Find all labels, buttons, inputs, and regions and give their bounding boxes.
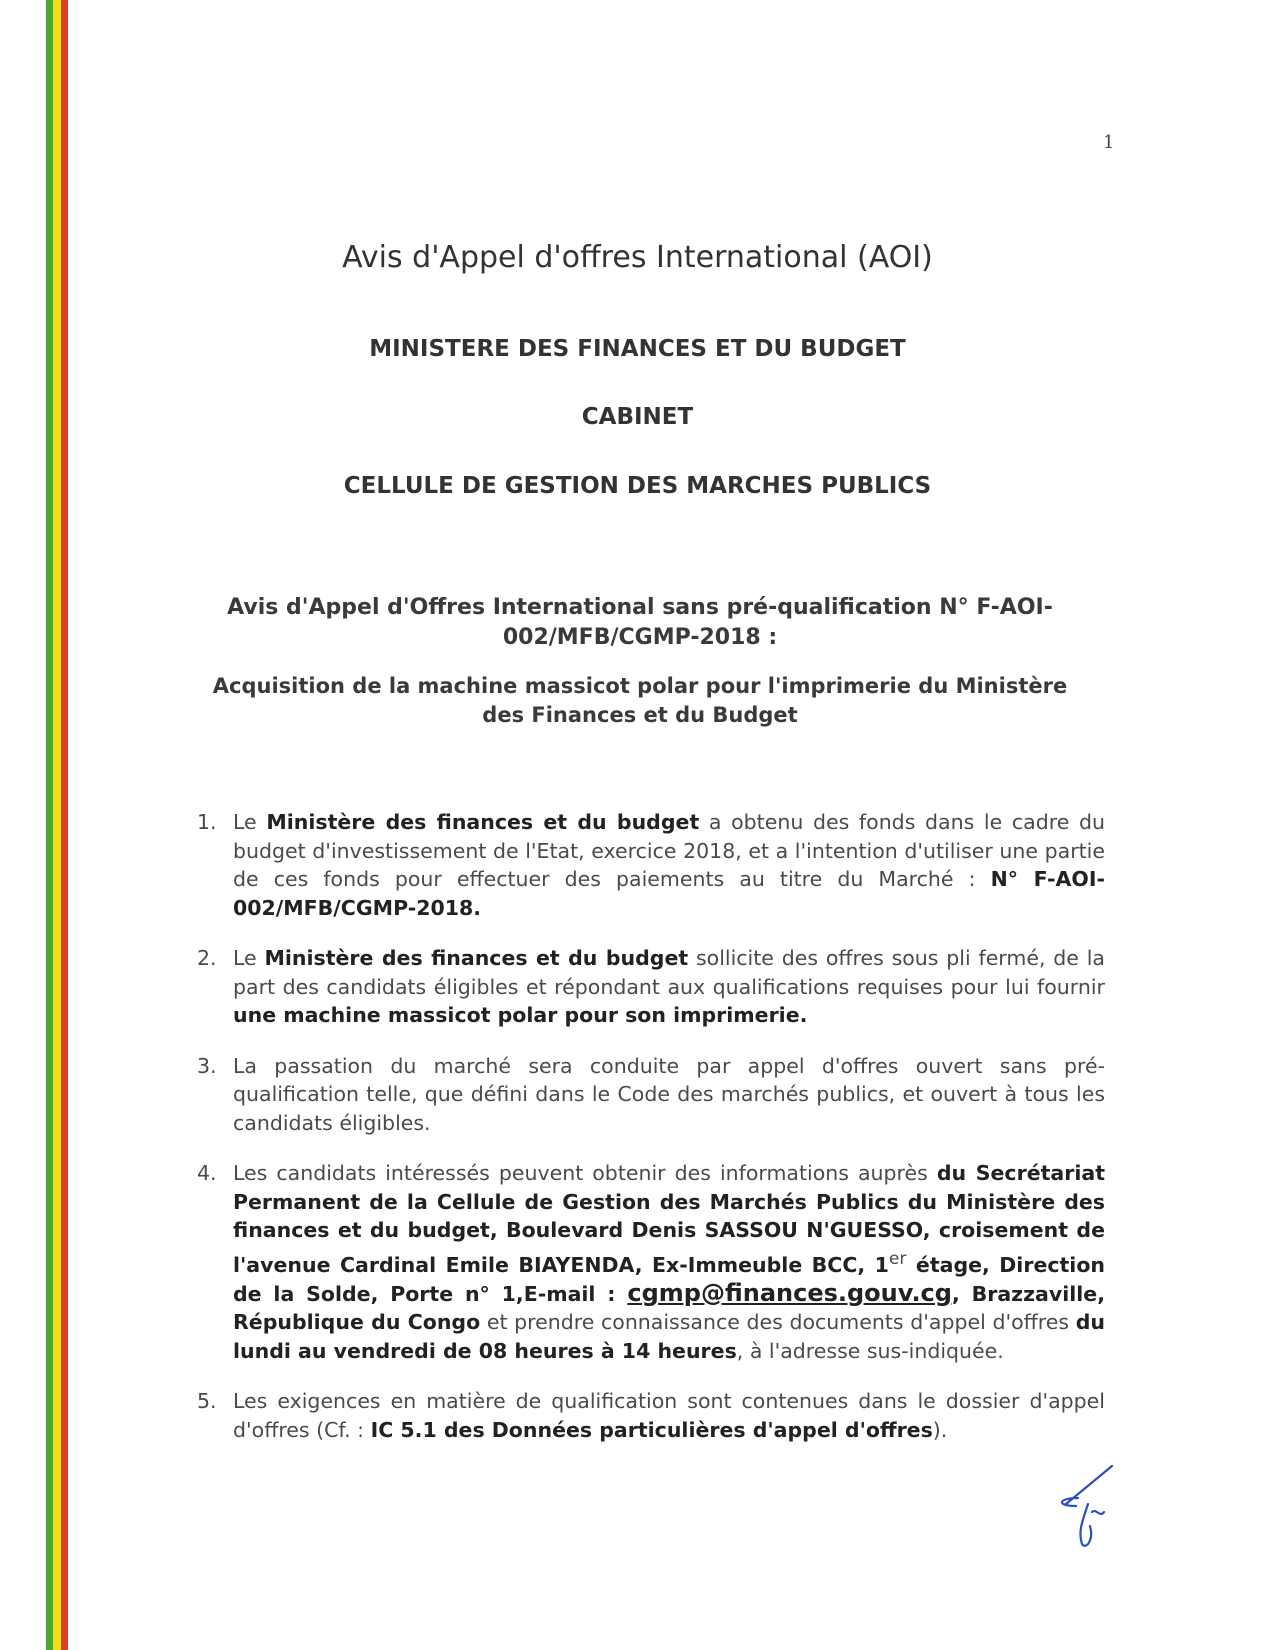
clauses-list [197,808,1105,1466]
clause-item: 1. Le Ministère des finances et du budget a obtenu des fonds dans le cadre du budget d'investissement de l'Etat, exercice 2018, et a l'intention d'utiliser une partie de ces fonds pour effectuer des paiements au titre du Marché : N° F-AOI-002/MFB/CGMP-2018. [197,810,1105,920]
heading-cabinet: CABINET [581,404,694,430]
email-link[interactable]: cgmp@finances.gouv.cg [627,1278,952,1307]
notice-reference: Avis d'Appel d'Offres International sans pré-qualification N° F-AOI-002/MFB/CGMP-2018 : [227,595,1053,650]
clause-item: 3. La passation du marché sera conduite par appel d'offres ouvert sans pré-qualification telle, que défini dans le Code des marchés publics, et ouvert à tous les candidats éligibles. [197,1053,1105,1135]
clause-item: 2. Le Ministère des finances et du budget sollicite des offres sous pli fermé, de la part des candidats éligibles et répondant aux qualifications requises pour lui fournir une machine massicot polar pour son imprimerie. [197,946,1105,1027]
clause-number: 3. [197,1053,217,1078]
clause-item: 5. Les exigences en matière de qualification sont contenues dans le dossier d'appel d'offres (Cf. : IC 5.1 des Données particulières d'appel d'offres). [197,1389,1105,1442]
clause-item: 4. Les candidats intéressés peuvent obtenir des informations auprès du Secrétariat Permanent de la Cellule de Gestion des Marchés Publics du Ministère des finances et du budget, Boulevard Denis SASSOU N'GUESSO, croisement de l'avenue Cardinal Emile BIAYENDA, Ex-Immeuble BCC, 1er étage, Direction de la Solde, Porte n° 1,E-mail : cgmp@finances.gouv.cg, Brazzaville, République du Congo et prendre connaissance des documents d'appel d'offres du lundi au vendredi de 08 heures à 14 heures, à l'adresse sus-indiquée. [197,1161,1105,1363]
clause-number: 4. [197,1161,217,1185]
signature-initials [1048,1462,1118,1552]
heading-ministry: MINISTERE DES FINANCES ET DU BUDGET [369,336,906,362]
heading-cell: CELLULE DE GESTION DES MARCHES PUBLICS [343,473,932,499]
notice-subject: Acquisition de la machine massicot polar pour l'imprimerie du Ministère des Finances et du Budget [212,674,1068,727]
clause-number: 1. [197,810,217,834]
clause-number: 2. [197,946,217,970]
page-title: Avis d'Appel d'offres International (AOI) [342,240,933,275]
clause-number: 5. [197,1389,217,1414]
page-number: 1 [1103,132,1115,153]
